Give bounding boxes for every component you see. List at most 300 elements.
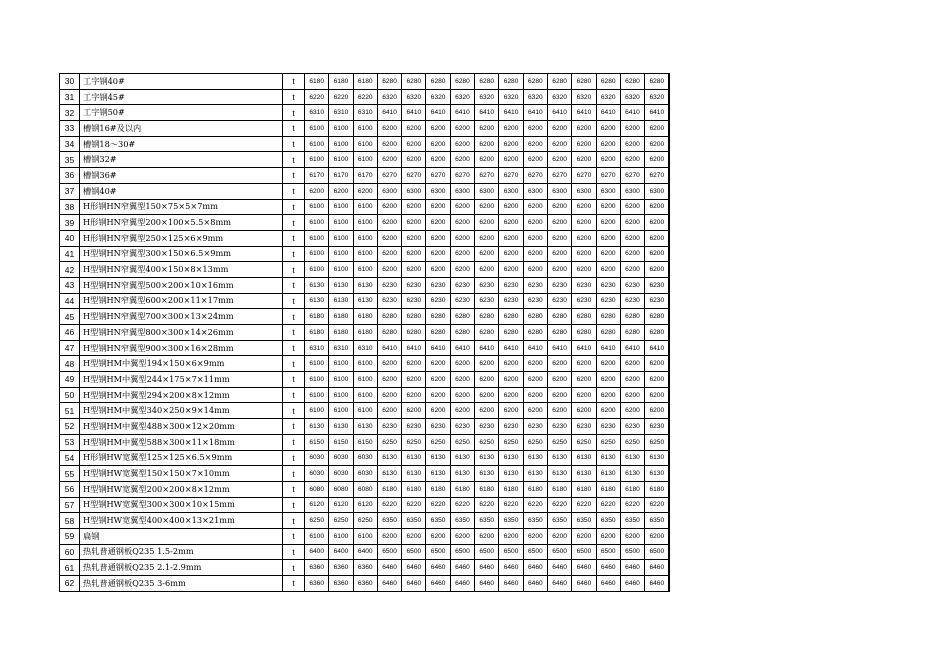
price-cell: 6460 bbox=[450, 560, 474, 576]
price-cell: 6310 bbox=[305, 340, 329, 356]
price-cell: 6220 bbox=[475, 497, 499, 513]
table-row bbox=[60, 560, 670, 576]
price-cell: 6270 bbox=[596, 168, 620, 184]
price-cell: 6200 bbox=[523, 356, 547, 372]
price-cell: 6280 bbox=[572, 309, 596, 325]
price-cell: 6200 bbox=[475, 356, 499, 372]
price-cell: 6410 bbox=[596, 105, 620, 121]
price-cell: 6130 bbox=[353, 293, 377, 309]
price-cell: 6200 bbox=[475, 136, 499, 152]
price-cell: 6100 bbox=[305, 387, 329, 403]
price-cell: 6200 bbox=[523, 215, 547, 231]
price-cell: 6280 bbox=[572, 325, 596, 341]
price-cell: 6230 bbox=[523, 293, 547, 309]
material-name-cell: H形钢HN窄翼型250×125×6×9mm bbox=[80, 230, 283, 246]
row-number-cell: 55 bbox=[60, 466, 80, 482]
price-cell: 6270 bbox=[377, 168, 401, 184]
price-cell: 6200 bbox=[547, 230, 571, 246]
price-cell: 6280 bbox=[402, 309, 426, 325]
unit-cell: t bbox=[283, 434, 305, 450]
price-cell: 6200 bbox=[645, 372, 670, 388]
price-cell: 6250 bbox=[645, 434, 670, 450]
price-cell: 6200 bbox=[353, 183, 377, 199]
price-cell: 6270 bbox=[475, 168, 499, 184]
price-cell: 6200 bbox=[596, 356, 620, 372]
price-cell: 6250 bbox=[329, 513, 353, 529]
price-cell: 6230 bbox=[475, 419, 499, 435]
price-cell: 6300 bbox=[450, 183, 474, 199]
row-number-cell: 39 bbox=[60, 215, 80, 231]
table-row bbox=[60, 466, 670, 482]
price-cell: 6180 bbox=[329, 309, 353, 325]
price-cell: 6200 bbox=[499, 262, 523, 278]
price-cell: 6100 bbox=[305, 246, 329, 262]
price-cell: 6200 bbox=[645, 528, 670, 544]
row-number-cell: 34 bbox=[60, 136, 80, 152]
table-row bbox=[60, 450, 670, 466]
unit-cell: t bbox=[283, 215, 305, 231]
price-cell: 6200 bbox=[620, 403, 644, 419]
table-row bbox=[60, 183, 670, 199]
table-row bbox=[60, 152, 670, 168]
price-cell: 6130 bbox=[475, 450, 499, 466]
price-cell: 6200 bbox=[523, 372, 547, 388]
price-cell: 6220 bbox=[547, 497, 571, 513]
unit-cell: t bbox=[283, 168, 305, 184]
price-cell: 6280 bbox=[523, 309, 547, 325]
price-cell: 6200 bbox=[596, 230, 620, 246]
price-cell: 6180 bbox=[329, 74, 353, 90]
price-cell: 6200 bbox=[402, 136, 426, 152]
price-cell: 6100 bbox=[329, 230, 353, 246]
price-cell: 6100 bbox=[305, 372, 329, 388]
price-cell: 6460 bbox=[377, 560, 401, 576]
price-cell: 6500 bbox=[620, 544, 644, 560]
material-name-cell: H形钢HN窄翼型150×75×5×7mm bbox=[80, 199, 283, 215]
price-cell: 6100 bbox=[353, 356, 377, 372]
price-cell: 6200 bbox=[377, 387, 401, 403]
price-cell: 6130 bbox=[572, 466, 596, 482]
price-cell: 6300 bbox=[499, 183, 523, 199]
row-number-cell: 33 bbox=[60, 121, 80, 137]
price-cell: 6320 bbox=[499, 89, 523, 105]
price-cell: 6200 bbox=[523, 528, 547, 544]
price-cell: 6200 bbox=[596, 136, 620, 152]
price-cell: 6200 bbox=[572, 246, 596, 262]
price-cell: 6200 bbox=[620, 372, 644, 388]
material-name-cell: 槽钢36# bbox=[80, 168, 283, 184]
price-cell: 6200 bbox=[450, 121, 474, 137]
table-row bbox=[60, 74, 670, 90]
price-cell: 6310 bbox=[329, 105, 353, 121]
price-cell: 6320 bbox=[645, 89, 670, 105]
price-cell: 6100 bbox=[353, 199, 377, 215]
price-cell: 6200 bbox=[426, 403, 450, 419]
price-cell: 6230 bbox=[523, 419, 547, 435]
price-cell: 6310 bbox=[353, 340, 377, 356]
price-cell: 6350 bbox=[426, 513, 450, 529]
price-cell: 6270 bbox=[426, 168, 450, 184]
price-cell: 6200 bbox=[596, 199, 620, 215]
price-cell: 6200 bbox=[572, 262, 596, 278]
price-cell: 6030 bbox=[305, 450, 329, 466]
row-number-cell: 44 bbox=[60, 293, 80, 309]
material-name-cell: H型钢HN窄翼型800×300×14×26mm bbox=[80, 325, 283, 341]
price-cell: 6180 bbox=[426, 481, 450, 497]
price-cell: 6310 bbox=[305, 105, 329, 121]
price-cell: 6220 bbox=[620, 497, 644, 513]
price-cell: 6200 bbox=[572, 403, 596, 419]
price-cell: 6200 bbox=[572, 121, 596, 137]
table-row bbox=[60, 325, 670, 341]
material-name-cell: 扁钢 bbox=[80, 528, 283, 544]
price-cell: 6280 bbox=[426, 325, 450, 341]
price-cell: 6200 bbox=[377, 356, 401, 372]
price-cell: 6100 bbox=[329, 121, 353, 137]
material-name-cell: 槽钢16#及以内 bbox=[80, 121, 283, 137]
price-cell: 6200 bbox=[572, 215, 596, 231]
price-cell: 6230 bbox=[402, 419, 426, 435]
material-name-cell: H型钢HN窄翼型600×200×11×17mm bbox=[80, 293, 283, 309]
price-cell: 6320 bbox=[475, 89, 499, 105]
price-cell: 6200 bbox=[523, 199, 547, 215]
price-cell: 6200 bbox=[596, 121, 620, 137]
price-cell: 6300 bbox=[523, 183, 547, 199]
unit-cell: t bbox=[283, 528, 305, 544]
table-row bbox=[60, 246, 670, 262]
price-cell: 6410 bbox=[645, 105, 670, 121]
price-cell: 6200 bbox=[426, 199, 450, 215]
price-cell: 6200 bbox=[645, 356, 670, 372]
price-cell: 6400 bbox=[353, 544, 377, 560]
price-cell: 6200 bbox=[377, 121, 401, 137]
price-cell: 6280 bbox=[450, 74, 474, 90]
price-cell: 6200 bbox=[620, 356, 644, 372]
price-cell: 6130 bbox=[620, 450, 644, 466]
unit-cell: t bbox=[283, 403, 305, 419]
price-cell: 6100 bbox=[329, 152, 353, 168]
price-cell: 6100 bbox=[353, 387, 377, 403]
table-row bbox=[60, 481, 670, 497]
row-number-cell: 53 bbox=[60, 434, 80, 450]
price-cell: 6200 bbox=[499, 528, 523, 544]
row-number-cell: 58 bbox=[60, 513, 80, 529]
price-cell: 6180 bbox=[645, 481, 670, 497]
price-cell: 6500 bbox=[426, 544, 450, 560]
price-cell: 6200 bbox=[499, 136, 523, 152]
row-number-cell: 46 bbox=[60, 325, 80, 341]
material-name-cell: H型钢HM中翼型244×175×7×11mm bbox=[80, 372, 283, 388]
material-name-cell: 槽钢32# bbox=[80, 152, 283, 168]
price-cell: 6200 bbox=[402, 356, 426, 372]
price-cell: 6200 bbox=[645, 403, 670, 419]
price-cell: 6350 bbox=[523, 513, 547, 529]
price-cell: 6300 bbox=[426, 183, 450, 199]
unit-cell: t bbox=[283, 293, 305, 309]
price-cell: 6200 bbox=[620, 246, 644, 262]
price-cell: 6500 bbox=[596, 544, 620, 560]
price-cell: 6180 bbox=[499, 481, 523, 497]
price-cell: 6410 bbox=[572, 105, 596, 121]
price-cell: 6280 bbox=[523, 325, 547, 341]
table-row bbox=[60, 403, 670, 419]
price-cell: 6100 bbox=[353, 136, 377, 152]
price-cell: 6200 bbox=[426, 152, 450, 168]
price-cell: 6200 bbox=[596, 262, 620, 278]
price-cell: 6200 bbox=[645, 199, 670, 215]
price-cell: 6180 bbox=[305, 74, 329, 90]
price-cell: 6460 bbox=[499, 576, 523, 592]
price-cell: 6410 bbox=[377, 105, 401, 121]
price-cell: 6080 bbox=[329, 481, 353, 497]
price-cell: 6200 bbox=[547, 136, 571, 152]
material-name-cell: 工字钢40# bbox=[80, 74, 283, 90]
price-cell: 6300 bbox=[547, 183, 571, 199]
price-cell: 6100 bbox=[353, 230, 377, 246]
price-cell: 6200 bbox=[547, 246, 571, 262]
table-row bbox=[60, 497, 670, 513]
price-cell: 6180 bbox=[353, 325, 377, 341]
price-cell: 6220 bbox=[305, 89, 329, 105]
price-cell: 6230 bbox=[645, 277, 670, 293]
price-cell: 6280 bbox=[450, 309, 474, 325]
price-cell: 6250 bbox=[402, 434, 426, 450]
price-cell: 6100 bbox=[305, 215, 329, 231]
price-cell: 6200 bbox=[596, 387, 620, 403]
price-cell: 6300 bbox=[402, 183, 426, 199]
price-cell: 6200 bbox=[426, 372, 450, 388]
price-cell: 6170 bbox=[353, 168, 377, 184]
price-cell: 6350 bbox=[547, 513, 571, 529]
price-cell: 6130 bbox=[547, 466, 571, 482]
price-cell: 6270 bbox=[523, 168, 547, 184]
price-cell: 6280 bbox=[645, 309, 670, 325]
price-cell: 6280 bbox=[596, 74, 620, 90]
price-cell: 6280 bbox=[475, 309, 499, 325]
price-cell: 6130 bbox=[450, 450, 474, 466]
price-cell: 6500 bbox=[377, 544, 401, 560]
unit-cell: t bbox=[283, 576, 305, 592]
price-cell: 6200 bbox=[645, 121, 670, 137]
price-cell: 6180 bbox=[305, 325, 329, 341]
table-row bbox=[60, 199, 670, 215]
price-cell: 6460 bbox=[475, 560, 499, 576]
price-cell: 6270 bbox=[450, 168, 474, 184]
price-cell: 6280 bbox=[572, 74, 596, 90]
price-cell: 6250 bbox=[620, 434, 644, 450]
price-cell: 6200 bbox=[426, 528, 450, 544]
price-cell: 6460 bbox=[620, 560, 644, 576]
price-cell: 6410 bbox=[402, 105, 426, 121]
price-cell: 6200 bbox=[450, 387, 474, 403]
material-name-cell: 槽钢18～30# bbox=[80, 136, 283, 152]
price-cell: 6200 bbox=[547, 528, 571, 544]
table-row bbox=[60, 215, 670, 231]
price-cell: 6180 bbox=[402, 481, 426, 497]
price-cell: 6130 bbox=[353, 419, 377, 435]
price-cell: 6130 bbox=[596, 466, 620, 482]
price-cell: 6280 bbox=[596, 325, 620, 341]
price-cell: 6250 bbox=[475, 434, 499, 450]
price-cell: 6130 bbox=[426, 466, 450, 482]
price-cell: 6120 bbox=[329, 497, 353, 513]
price-cell: 6230 bbox=[499, 419, 523, 435]
material-name-cell: H形钢HW宽翼型125×125×6.5×9mm bbox=[80, 450, 283, 466]
row-number-cell: 54 bbox=[60, 450, 80, 466]
price-cell: 6410 bbox=[572, 340, 596, 356]
price-cell: 6230 bbox=[402, 293, 426, 309]
price-cell: 6130 bbox=[620, 466, 644, 482]
price-cell: 6250 bbox=[499, 434, 523, 450]
price-cell: 6200 bbox=[426, 121, 450, 137]
price-cell: 6230 bbox=[645, 293, 670, 309]
price-cell: 6100 bbox=[329, 403, 353, 419]
price-table-body bbox=[60, 74, 670, 592]
price-cell: 6130 bbox=[426, 450, 450, 466]
price-cell: 6220 bbox=[426, 497, 450, 513]
price-cell: 6280 bbox=[620, 74, 644, 90]
price-cell: 6100 bbox=[329, 215, 353, 231]
price-cell: 6230 bbox=[645, 419, 670, 435]
price-cell: 6230 bbox=[547, 419, 571, 435]
price-cell: 6230 bbox=[620, 293, 644, 309]
price-cell: 6030 bbox=[353, 450, 377, 466]
price-cell: 6200 bbox=[450, 246, 474, 262]
price-cell: 6460 bbox=[572, 576, 596, 592]
price-cell: 6200 bbox=[523, 246, 547, 262]
price-cell: 6230 bbox=[523, 277, 547, 293]
price-cell: 6280 bbox=[596, 309, 620, 325]
row-number-cell: 45 bbox=[60, 309, 80, 325]
price-cell: 6130 bbox=[645, 450, 670, 466]
unit-cell: t bbox=[283, 89, 305, 105]
price-cell: 6350 bbox=[620, 513, 644, 529]
price-cell: 6230 bbox=[402, 277, 426, 293]
price-cell: 6130 bbox=[329, 277, 353, 293]
price-cell: 6200 bbox=[620, 199, 644, 215]
price-cell: 6280 bbox=[402, 325, 426, 341]
price-cell: 6200 bbox=[572, 136, 596, 152]
price-cell: 6200 bbox=[377, 215, 401, 231]
price-cell: 6320 bbox=[377, 89, 401, 105]
unit-cell: t bbox=[283, 199, 305, 215]
price-cell: 6460 bbox=[377, 576, 401, 592]
price-cell: 6270 bbox=[572, 168, 596, 184]
row-number-cell: 43 bbox=[60, 277, 80, 293]
row-number-cell: 30 bbox=[60, 74, 80, 90]
price-cell: 6360 bbox=[305, 560, 329, 576]
price-cell: 6200 bbox=[547, 262, 571, 278]
price-cell: 6230 bbox=[596, 419, 620, 435]
table-row bbox=[60, 434, 670, 450]
price-cell: 6200 bbox=[499, 356, 523, 372]
price-cell: 6230 bbox=[572, 277, 596, 293]
price-cell: 6230 bbox=[620, 419, 644, 435]
price-cell: 6200 bbox=[499, 403, 523, 419]
price-cell: 6230 bbox=[547, 277, 571, 293]
price-cell: 6230 bbox=[450, 277, 474, 293]
row-number-cell: 41 bbox=[60, 246, 80, 262]
row-number-cell: 47 bbox=[60, 340, 80, 356]
price-cell: 6280 bbox=[475, 74, 499, 90]
price-cell: 6410 bbox=[620, 105, 644, 121]
unit-cell: t bbox=[283, 450, 305, 466]
price-cell: 6410 bbox=[547, 340, 571, 356]
price-cell: 6200 bbox=[547, 121, 571, 137]
price-cell: 6180 bbox=[329, 325, 353, 341]
material-name-cell: H型钢HN窄翼型400×150×8×13mm bbox=[80, 262, 283, 278]
price-cell: 6270 bbox=[547, 168, 571, 184]
row-number-cell: 31 bbox=[60, 89, 80, 105]
price-cell: 6270 bbox=[620, 168, 644, 184]
unit-cell: t bbox=[283, 544, 305, 560]
price-cell: 6100 bbox=[305, 403, 329, 419]
table-row bbox=[60, 105, 670, 121]
price-cell: 6230 bbox=[426, 419, 450, 435]
price-cell: 6460 bbox=[402, 560, 426, 576]
material-name-cell: 热轧普通钢板Q235 1.5-2mm bbox=[80, 544, 283, 560]
price-cell: 6200 bbox=[620, 215, 644, 231]
price-cell: 6200 bbox=[499, 246, 523, 262]
price-cell: 6410 bbox=[596, 340, 620, 356]
price-cell: 6230 bbox=[426, 293, 450, 309]
price-cell: 6280 bbox=[547, 325, 571, 341]
price-cell: 6300 bbox=[596, 183, 620, 199]
price-cell: 6220 bbox=[596, 497, 620, 513]
row-number-cell: 59 bbox=[60, 528, 80, 544]
table-row bbox=[60, 136, 670, 152]
table-row bbox=[60, 230, 670, 246]
price-cell: 6200 bbox=[596, 372, 620, 388]
price-cell: 6200 bbox=[402, 528, 426, 544]
material-name-cell: H型钢HW宽翼型300×300×10×15mm bbox=[80, 497, 283, 513]
material-name-cell: H型钢HM中翼型194×150×6×9mm bbox=[80, 356, 283, 372]
price-cell: 6410 bbox=[523, 105, 547, 121]
price-cell: 6300 bbox=[475, 183, 499, 199]
row-number-cell: 37 bbox=[60, 183, 80, 199]
price-cell: 6200 bbox=[450, 230, 474, 246]
price-cell: 6130 bbox=[475, 466, 499, 482]
price-cell: 6200 bbox=[402, 230, 426, 246]
price-cell: 6200 bbox=[572, 152, 596, 168]
table-row bbox=[60, 419, 670, 435]
price-cell: 6100 bbox=[329, 387, 353, 403]
price-cell: 6460 bbox=[499, 560, 523, 576]
table-row bbox=[60, 262, 670, 278]
price-cell: 6270 bbox=[402, 168, 426, 184]
price-cell: 6200 bbox=[620, 230, 644, 246]
price-cell: 6200 bbox=[475, 215, 499, 231]
price-cell: 6100 bbox=[305, 262, 329, 278]
price-cell: 6280 bbox=[377, 309, 401, 325]
price-cell: 6200 bbox=[402, 262, 426, 278]
price-cell: 6320 bbox=[450, 89, 474, 105]
table-row bbox=[60, 89, 670, 105]
price-cell: 6130 bbox=[547, 450, 571, 466]
table-row bbox=[60, 544, 670, 560]
price-cell: 6100 bbox=[305, 121, 329, 137]
price-cell: 6360 bbox=[305, 576, 329, 592]
price-cell: 6410 bbox=[377, 340, 401, 356]
price-cell: 6200 bbox=[547, 387, 571, 403]
price-cell: 6200 bbox=[547, 403, 571, 419]
price-cell: 6180 bbox=[523, 481, 547, 497]
price-cell: 6200 bbox=[645, 215, 670, 231]
price-cell: 6100 bbox=[353, 528, 377, 544]
price-cell: 6130 bbox=[596, 450, 620, 466]
price-cell: 6200 bbox=[450, 152, 474, 168]
unit-cell: t bbox=[283, 262, 305, 278]
